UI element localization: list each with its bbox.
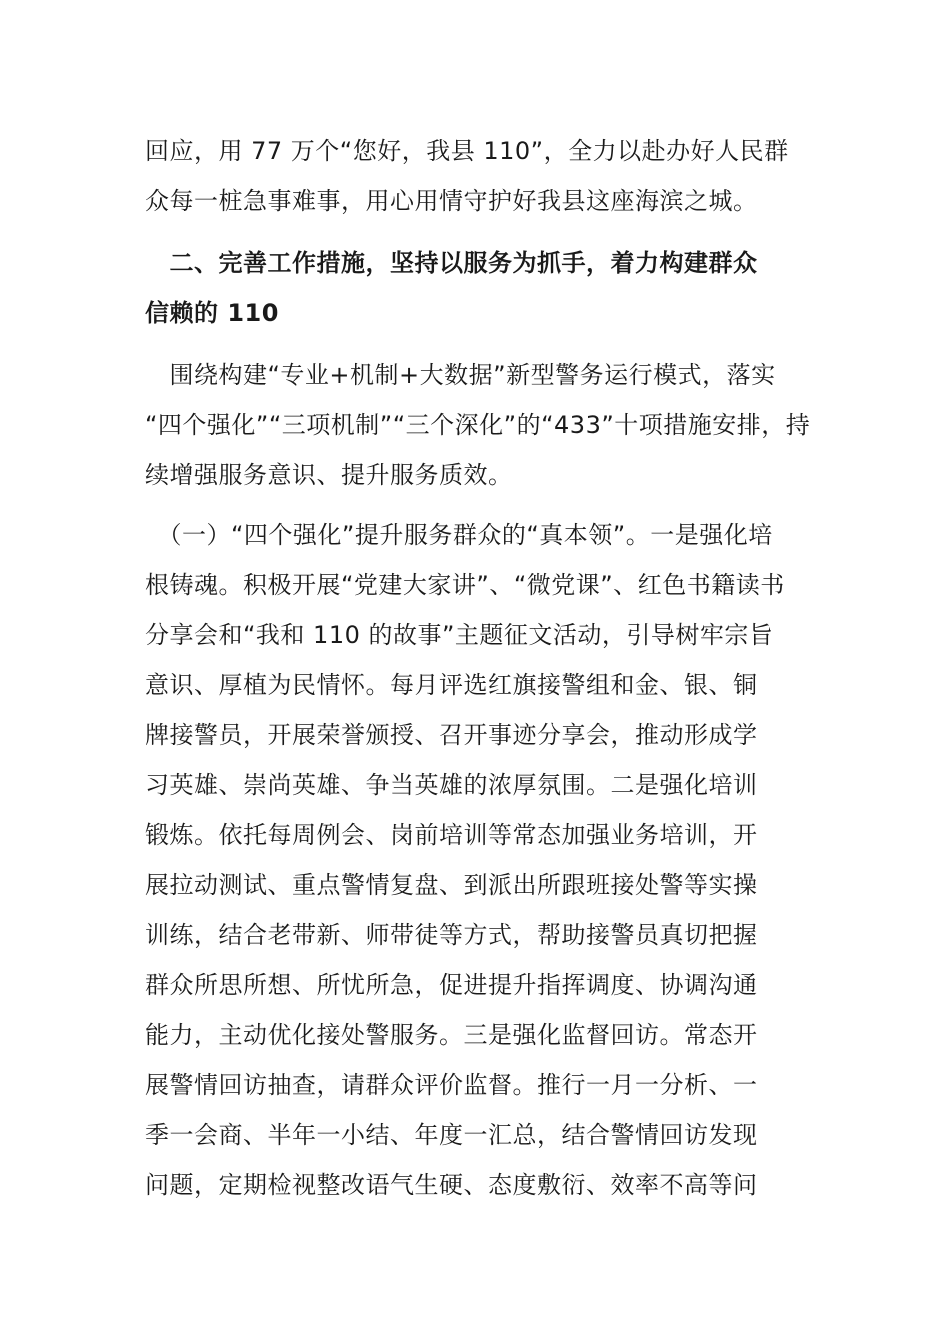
text-line: 季一会商、半年一小结、年度一汇总，结合警情回访发现 (145, 1121, 758, 1149)
text-line: 展拉动测试、重点警情复盘、到派出所跟班接处警等实操 (145, 871, 758, 899)
text-line: 回应，用 77 万个“您好，我县 110”，全力以赴办好人民群 (145, 137, 789, 165)
text-line: 意识、厚植为民情怀。每月评选红旗接警组和金、银、铜 (145, 671, 758, 699)
section-heading (145, 238, 810, 338)
text-line: 牌接警员，开展荣誉颁授、召开事迹分享会，推动形成学 (145, 721, 758, 749)
text-line: 训练，结合老带新、师带徒等方式，帮助接警员真切把握 (145, 921, 758, 949)
text-line: 能力，主动优化接处警服务。三是强化监督回访。常态开 (145, 1021, 758, 1049)
intro-paragraph (145, 126, 810, 226)
text-line: 分享会和“我和 110 的故事”主题征文活动，引导树牢宗旨 (145, 621, 774, 649)
text-line: “四个强化”“三项机制”“三个深化”的“433”十项措施安排，持 (145, 411, 811, 439)
text-line: 锻炼。依托每周例会、岗前培训等常态加强业务培训，开 (145, 821, 758, 849)
detail-paragraph (145, 510, 810, 1210)
text-line: 续增强服务意识、提升服务质效。 (145, 461, 513, 489)
heading-line: 二、完善工作措施，坚持以服务为抓手，着力构建群众 (145, 249, 758, 277)
text-line: 习英雄、崇尚英雄、争当英雄的浓厚氛围。二是强化培训 (145, 771, 758, 799)
text-line: 展警情回访抽查，请群众评价监督。推行一月一分析、一 (145, 1071, 758, 1099)
overview-paragraph (145, 350, 810, 500)
text-line: （一）“四个强化”提升服务群众的“真本领”。一是强化培 (145, 521, 773, 549)
text-line: 围绕构建“专业+机制+大数据”新型警务运行模式，落实 (145, 361, 776, 389)
text-line: 群众所思所想、所忧所急，促进提升指挥调度、协调沟通 (145, 971, 758, 999)
text-line: 问题，定期检视整改语气生硬、态度敷衍、效率不高等问 (145, 1171, 758, 1199)
heading-line: 信赖的 110 (145, 299, 279, 327)
text-line: 根铸魂。积极开展“党建大家讲”、“微党课”、红色书籍读书 (145, 571, 785, 599)
text-line: 众每一桩急事难事，用心用情守护好我县这座海滨之城。 (145, 187, 758, 215)
